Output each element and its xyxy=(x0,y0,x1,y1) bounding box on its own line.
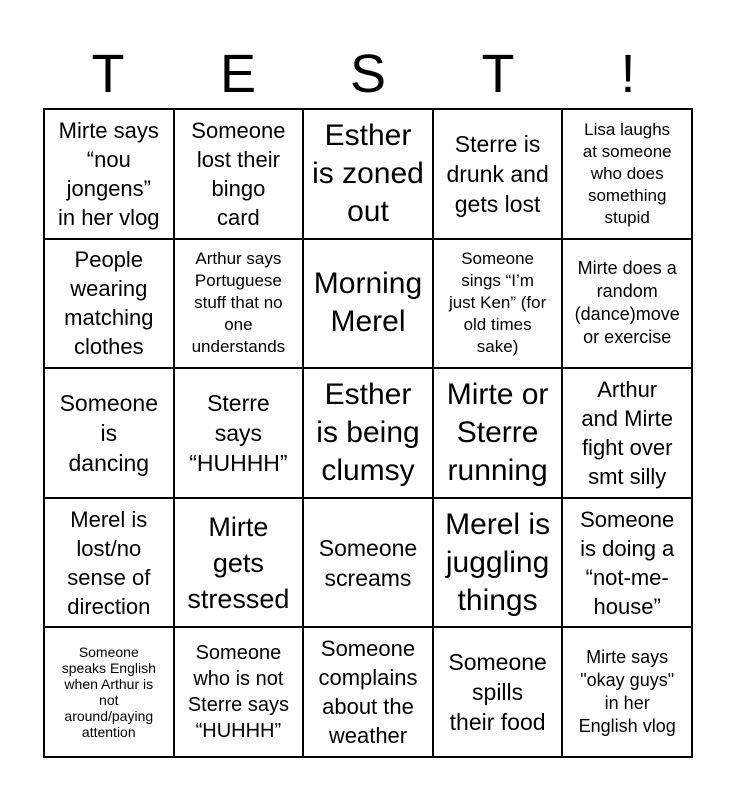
title-letter: T xyxy=(481,44,515,104)
bingo-cell[interactable]: Someone complains about the weather xyxy=(303,627,433,757)
bingo-cell[interactable]: Someone screams xyxy=(303,498,433,628)
bingo-cell[interactable]: Lisa laughs at someone who does something stupid xyxy=(562,109,692,239)
bingo-cell[interactable]: Arthur and Mirte fight over smt silly xyxy=(562,368,692,498)
bingo-cell[interactable]: Mirte does a random (dance)move or exercise xyxy=(562,239,692,369)
title-letter: S xyxy=(349,44,387,104)
bingo-cell[interactable]: Someone is doing a “not-me- house” xyxy=(562,498,692,628)
bingo-cell[interactable]: Mirte gets stressed xyxy=(174,498,304,628)
bingo-cell[interactable]: Merel is juggling things xyxy=(433,498,563,628)
bingo-cell[interactable]: Someone who is not Sterre says “HUHHH” xyxy=(174,627,304,757)
bingo-cell[interactable]: Morning Merel xyxy=(303,239,433,369)
bingo-cell[interactable]: Esther is zoned out xyxy=(303,109,433,239)
bingo-title xyxy=(43,40,693,108)
bingo-cell[interactable]: Someone is dancing xyxy=(44,368,174,498)
bingo-cell[interactable]: Someone lost their bingo card xyxy=(174,109,304,239)
bingo-cell[interactable]: Someone spills their food xyxy=(433,627,563,757)
bingo-cell[interactable]: Sterre says “HUHHH” xyxy=(174,368,304,498)
bingo-cell[interactable]: Mirte says "okay guys" in her English vlog xyxy=(562,627,692,757)
bingo-board xyxy=(43,108,693,758)
bingo-cell[interactable]: Someone sings “I’m just Ken” (for old times sake) xyxy=(433,239,563,369)
title-letter: E xyxy=(219,44,257,104)
bingo-cell[interactable]: People wearing matching clothes xyxy=(44,239,174,369)
bingo-cell[interactable]: Mirte says “nou jongens” in her vlog xyxy=(44,109,174,239)
title-letter: T xyxy=(91,44,125,104)
bingo-cell[interactable]: Sterre is drunk and gets lost xyxy=(433,109,563,239)
bingo-cell[interactable]: Arthur says Portuguese stuff that no one understands xyxy=(174,239,304,369)
bingo-cell[interactable]: Esther is being clumsy xyxy=(303,368,433,498)
bingo-cell[interactable]: Merel is lost/no sense of direction xyxy=(44,498,174,628)
bingo-cell[interactable]: Someone speaks English when Arthur is not around/paying attention xyxy=(44,627,174,757)
bingo-cell[interactable]: Mirte or Sterre running xyxy=(433,368,563,498)
title-letter: ! xyxy=(620,44,636,104)
